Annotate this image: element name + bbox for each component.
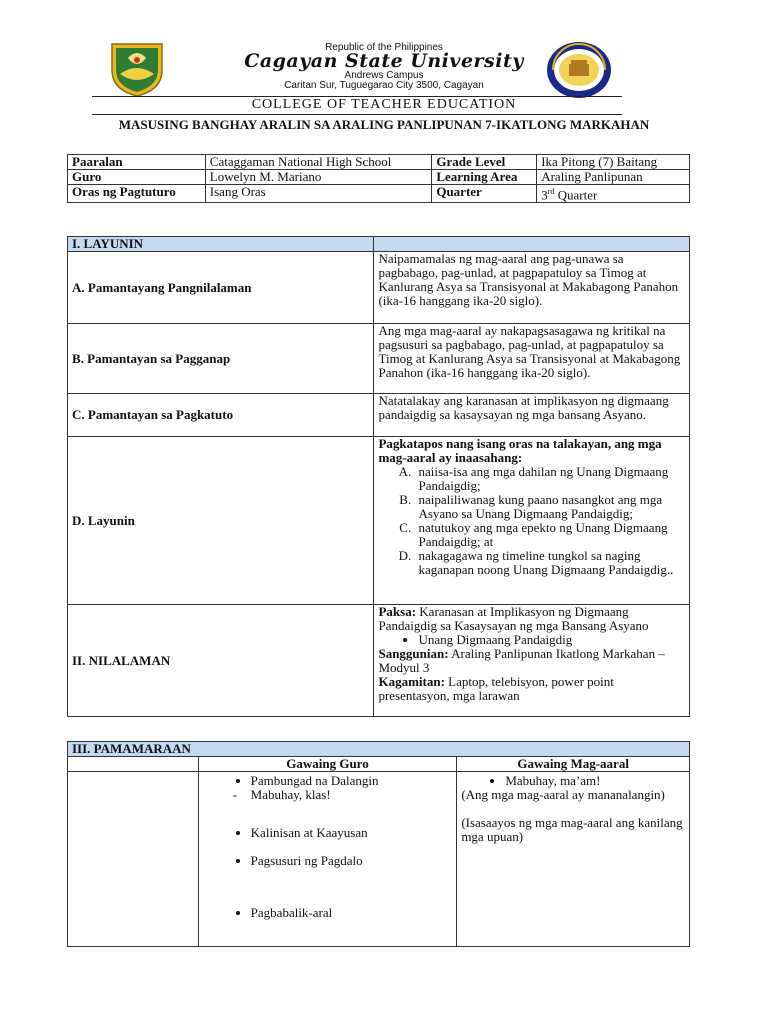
info-value: Araling Panlipunan: [537, 170, 690, 185]
list-item: C. natutukoy ang mga epekto ng Unang Digmaang Pandaigdig; at: [414, 521, 685, 549]
row-text: [374, 605, 690, 717]
row-text: [374, 437, 690, 605]
list-item: • Pagbabalik-aral: [251, 906, 453, 920]
spacer: [203, 892, 453, 906]
spacer: [203, 840, 453, 854]
kagamitan-label: Kagamitan:: [378, 674, 445, 689]
table-row: [68, 324, 690, 394]
list-item: B. naipaliliwanag kung paano nasangkot ang mga Asyano sa Unang Digmaang Pandaigdig;: [414, 493, 685, 521]
row-label: B. Pamantayan sa Pagganap: [68, 324, 374, 394]
info-value: Cataggaman National High School: [205, 155, 432, 170]
row-label: A. Pamantayang Pangnilalaman: [68, 252, 374, 324]
info-table: [67, 154, 690, 203]
guro-list: [203, 774, 453, 788]
paksa-text: Karanasan at Implikasyon ng Digmaang Pandaigdig sa Kasaysayan ng mga Bansang Asyano: [378, 604, 649, 633]
section-heading-blank: [374, 237, 690, 252]
paksa-label: Paksa:: [378, 604, 417, 619]
section-heading: I. LAYUNIN: [68, 237, 374, 252]
table-row: [68, 185, 690, 203]
info-label: Quarter: [432, 185, 537, 203]
spacer: [461, 802, 685, 816]
quarter-number: 3: [541, 187, 548, 203]
info-label: Grade Level: [432, 155, 537, 170]
table-row: [68, 170, 690, 185]
list-item: • Kalinisan at Kaayusan: [251, 826, 453, 840]
document-title: MASUSING BANGHAY ARALIN SA ARALING PANLIPUNAN 7-IKATLONG MARKAHAN: [118, 117, 650, 132]
guro-activities: [198, 772, 457, 947]
kagamitan-text: Laptop, telebisyon, power point presentasyon, mga larawan: [378, 674, 614, 703]
info-label: Learning Area: [432, 170, 537, 185]
campus-address: Caritan Sur, Tuguegarao City 3500, Cagayan: [284, 80, 484, 91]
college-name: COLLEGE OF TEACHER EDUCATION: [251, 97, 517, 112]
table-row: [68, 437, 690, 605]
sanggunian-line: [378, 647, 685, 675]
quarter-word: Quarter: [554, 187, 598, 203]
row-label: D. Layunin: [68, 437, 374, 605]
list-item: • Pagsusuri ng Pagdalo: [251, 854, 453, 868]
info-value: Isang Oras: [205, 185, 432, 203]
sanggunian-text: Araling Panlipunan Ikatlong Markahan – Modyul 3: [378, 646, 665, 675]
magaaral-activities: [457, 772, 690, 947]
table-row: [68, 155, 690, 170]
row-label: C. Pamantayan sa Pagkatuto: [68, 394, 374, 437]
table-row: [68, 252, 690, 324]
row-text: Ang mga mag-aaral ay nakapagsasagawa ng kritikal na pagsusuri sa pagbabago, pag-unlad, at pagpapatuloy sa Timog at Kanlurang Asya sa Transisyonal at Makabagong Panahon (ika-16 hanggang ika-20 siglo).: [374, 324, 690, 394]
spacer: [203, 868, 453, 892]
magaaral-list: [461, 774, 685, 788]
guro-sublist: [203, 788, 453, 802]
info-value: Lowelyn M. Mariano: [205, 170, 432, 185]
table-row: [68, 772, 690, 947]
kagamitan-line: [378, 675, 685, 703]
table-row: [68, 605, 690, 717]
info-label: Guro: [68, 170, 206, 185]
table-row: [68, 394, 690, 437]
info-value: [537, 185, 690, 203]
republic-text: Republic of the Philippines: [325, 42, 443, 53]
section-heading: III. PAMAMARAAN: [68, 742, 690, 757]
list-item: • Mabuhay, ma’am!: [505, 774, 685, 788]
info-value: Ika Pitong (7) Baitang: [537, 155, 690, 170]
column-header-guro: Gawaing Guro: [198, 757, 457, 772]
paksa-list: [378, 633, 685, 647]
info-label: Paaralan: [68, 155, 206, 170]
empty-cell: [68, 757, 199, 772]
paksa-line: [378, 605, 685, 633]
procedure-table: [67, 741, 690, 947]
info-label: Oras ng Pagtuturo: [68, 185, 206, 203]
guro-list: [203, 854, 453, 868]
quarter-suffix: rd: [547, 187, 555, 196]
objectives-intro: Pagkatapos nang isang oras na talakayan, ang mga mag-aaral ay inaasahang:: [378, 436, 662, 465]
campus-name: Andrews Campus: [344, 70, 424, 81]
objectives-list: [378, 465, 685, 577]
table-row: [68, 757, 690, 772]
guro-list: [203, 826, 453, 840]
university-name: Cagayan State University: [244, 50, 524, 72]
table-row: [68, 237, 690, 252]
header-rule-bottom: [92, 114, 622, 115]
list-item: D. nakagagawa ng timeline tungkol sa naging kaganapan noong Unang Digmaang Pandaigdig..: [414, 549, 685, 577]
list-item: • Unang Digmaang Pandaigdig: [418, 633, 685, 647]
empty-cell: [68, 772, 199, 947]
column-header-magaaral: Gawaing Mag-aaral: [457, 757, 690, 772]
list-item: - Mabuhay, klas!: [251, 788, 453, 802]
spacer: [203, 802, 453, 826]
guro-list: [203, 906, 453, 920]
row-label: II. NILALAMAN: [68, 605, 374, 717]
row-text: Natatalakay ang karanasan at implikasyon ng digmaang pandaigdig sa kasaysayan ng mga bansang Asyano.: [374, 394, 690, 437]
list-item: • Pambungad na Dalangin: [251, 774, 453, 788]
list-item: A. naiisa-isa ang mga dahilan ng Unang Digmaang Pandaigdig;: [414, 465, 685, 493]
objectives-table: [67, 236, 690, 717]
sanggunian-label: Sanggunian:: [378, 646, 449, 661]
row-text: Naipamamalas ng mag-aaral ang pag-unawa sa pagbabago, pag-unlad, at pagpapatuloy sa Timog at Kanlurang Asya sa Transisyonal at Makabagong Panahon (ika-16 hanggang ika-20 siglo).: [374, 252, 690, 324]
magaaral-note: (Isasaayos ng mga mag-aaral ang kanilang mga upuan): [461, 815, 683, 844]
table-row: [68, 742, 690, 757]
magaaral-note: (Ang mga mag-aaral ay mananalangin): [461, 787, 665, 802]
